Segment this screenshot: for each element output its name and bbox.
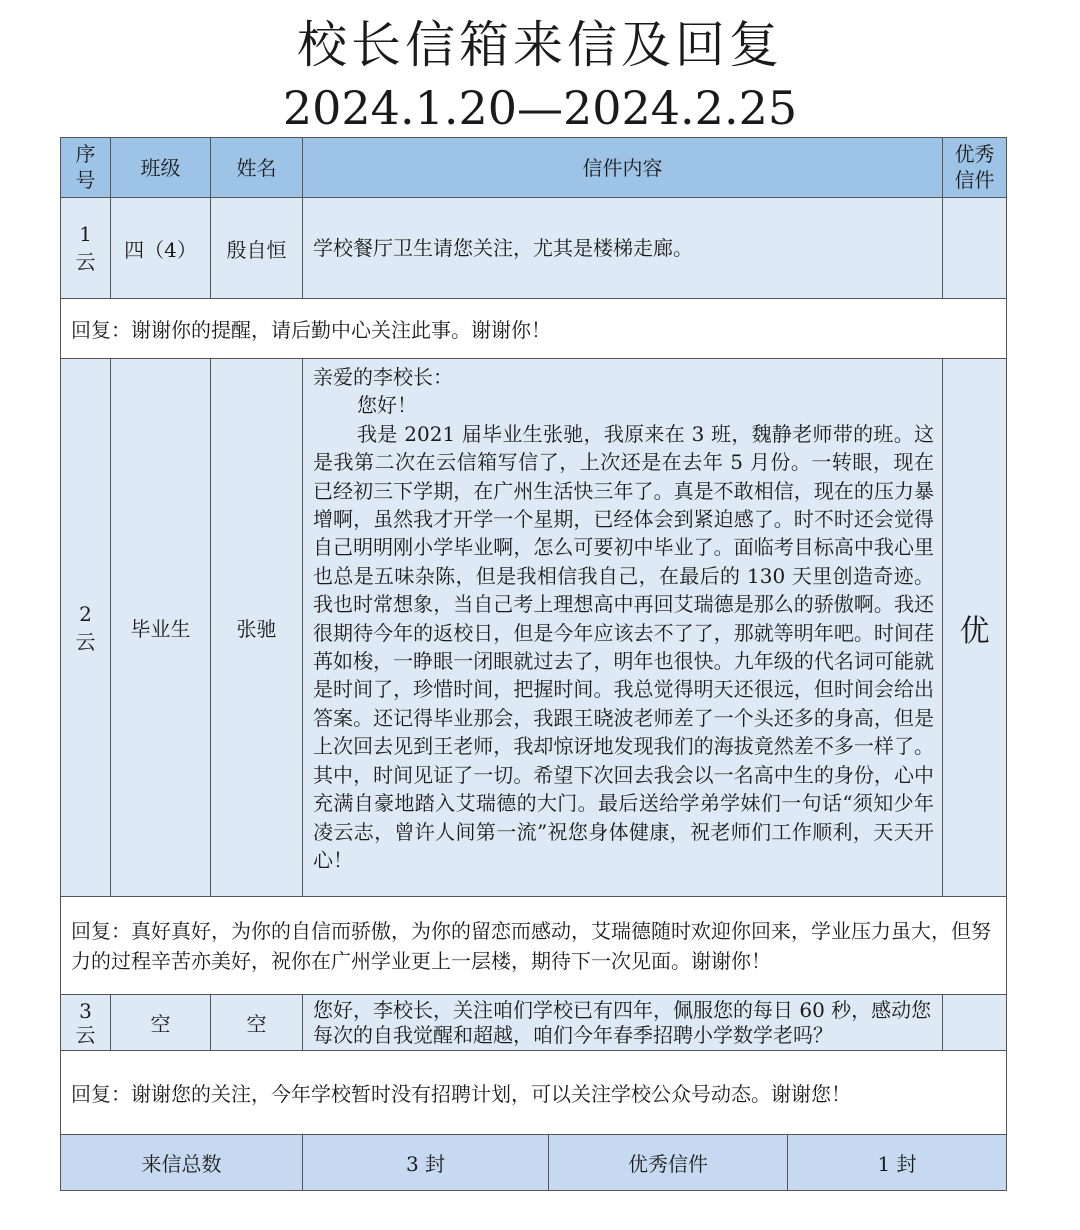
- table-row: [61, 359, 1007, 897]
- letter-greeting: 您好！: [357, 393, 417, 418]
- reply-cell: 回复：谢谢您的关注，今年学校暂时没有招聘计划，可以关注学校公众号动态。谢谢您！: [61, 1051, 1007, 1135]
- letter-salutation: 亲爱的李校长：: [313, 365, 453, 389]
- seq-suffix: 云: [75, 250, 96, 274]
- header-seq: [61, 138, 111, 198]
- table-header-row: [61, 138, 1007, 198]
- date-range: 2024.1.20—2024.2.25: [282, 81, 798, 135]
- class-cell: 四（4）: [111, 198, 211, 299]
- seq-suffix: 云: [75, 1022, 96, 1047]
- seq-cell: [61, 995, 111, 1051]
- seq-number: 3: [79, 998, 92, 1023]
- seq-suffix: 云: [75, 629, 96, 654]
- seq-cell: [61, 198, 111, 299]
- excellent-letters-label: 优秀信件: [549, 1135, 788, 1191]
- class-cell: 空: [111, 995, 211, 1051]
- letters-table: [60, 137, 1007, 1135]
- table-row: [61, 198, 1007, 299]
- header-seq-label: 序号: [75, 142, 96, 192]
- header-excellent-label: 优秀信件: [954, 142, 995, 192]
- seq-number: 1: [79, 222, 92, 246]
- excellent-cell: [943, 995, 1007, 1051]
- header-content: 信件内容: [303, 138, 943, 198]
- name-cell: 空: [211, 995, 303, 1051]
- class-cell: 毕业生: [111, 359, 211, 897]
- summary-row: [61, 1135, 1007, 1191]
- summary-table: [60, 1134, 1007, 1191]
- seq-number: 2: [79, 601, 92, 626]
- reply-row: [61, 897, 1007, 995]
- reply-row: [61, 1051, 1007, 1135]
- table-row: [61, 995, 1007, 1051]
- total-letters-value: 3 封: [303, 1135, 549, 1191]
- header-class: 班级: [111, 138, 211, 198]
- reply-cell: 回复：真好真好，为你的自信而骄傲，为你的留恋而感动，艾瑞德随时欢迎你回来，学业压力虽大，但努力的过程辛苦亦美好，祝你在广州学业更上一层楼，期待下一次见面。谢谢你！: [61, 897, 1007, 995]
- excellent-cell: [943, 198, 1007, 299]
- reply-row: [61, 299, 1007, 359]
- header-name: 姓名: [211, 138, 303, 198]
- total-letters-label: 来信总数: [61, 1135, 303, 1191]
- content-cell: [303, 359, 943, 897]
- seq-cell: [61, 359, 111, 897]
- content-cell: 您好，李校长，关注咱们学校已有四年，佩服您的每日 60 秒，感动您每次的自我觉醒和超越，咱们今年春季招聘小学数学老吗？: [303, 995, 943, 1051]
- header-excellent: [943, 138, 1007, 198]
- excellent-cell: 优: [943, 359, 1007, 897]
- letter-body: 我是 2021 届毕业生张驰，我原来在 3 班，魏静老师带的班。这是我第二次在云信箱写信了，上次还是在去年 5 月份。一转眼，现在已经初三下学期，在广州生活快三年了。真是不敢相信，现在的压力暴增啊，虽然我才开学一个星期，已经体会到紧迫感了。时不时还会觉得自己明明刚小学毕业啊，怎么可要初中毕业了。面临考目标高中我心里也总是五味杂陈，但是我相信我自己，在最后的 130 天里创造奇迹。我也时常想象，当自己考上理想高中再回艾瑞德是那么的骄傲啊。我还很期待今年的返校日，但是今年应该去不了了，那就等明年吧。时间荏苒如梭，一睁眼一闭眼就过去了，明年也很快。九年级的代名词可能就是时间了，珍惜时间，把握时间。我总觉得明天还很远，但时间会给出答案。还记得毕业那会，我跟王晓波老师差了一个头还多的身高，但是上次回去见到王老师，我却惊讶地发现我们的海拔竟然差不多一样了。其中，时间见证了一切。希望下次回去我会以一名高中生的身份，心中充满自豪地踏入艾瑞德的大门。最后送给学弟学妹们一句话“须知少年凌云志，曾许人间第一流”祝您身体健康，祝老师们工作顺利，天天开心！: [313, 421, 934, 872]
- name-cell: 殷自恒: [211, 198, 303, 299]
- page-title: 校长信箱来信及回复: [297, 16, 783, 74]
- excellent-letters-value: 1 封: [788, 1135, 1007, 1191]
- content-cell: 学校餐厅卫生请您关注，尤其是楼梯走廊。: [303, 198, 943, 299]
- name-cell: 张驰: [211, 359, 303, 897]
- reply-cell: 回复：谢谢你的提醒，请后勤中心关注此事。谢谢你！: [61, 299, 1007, 359]
